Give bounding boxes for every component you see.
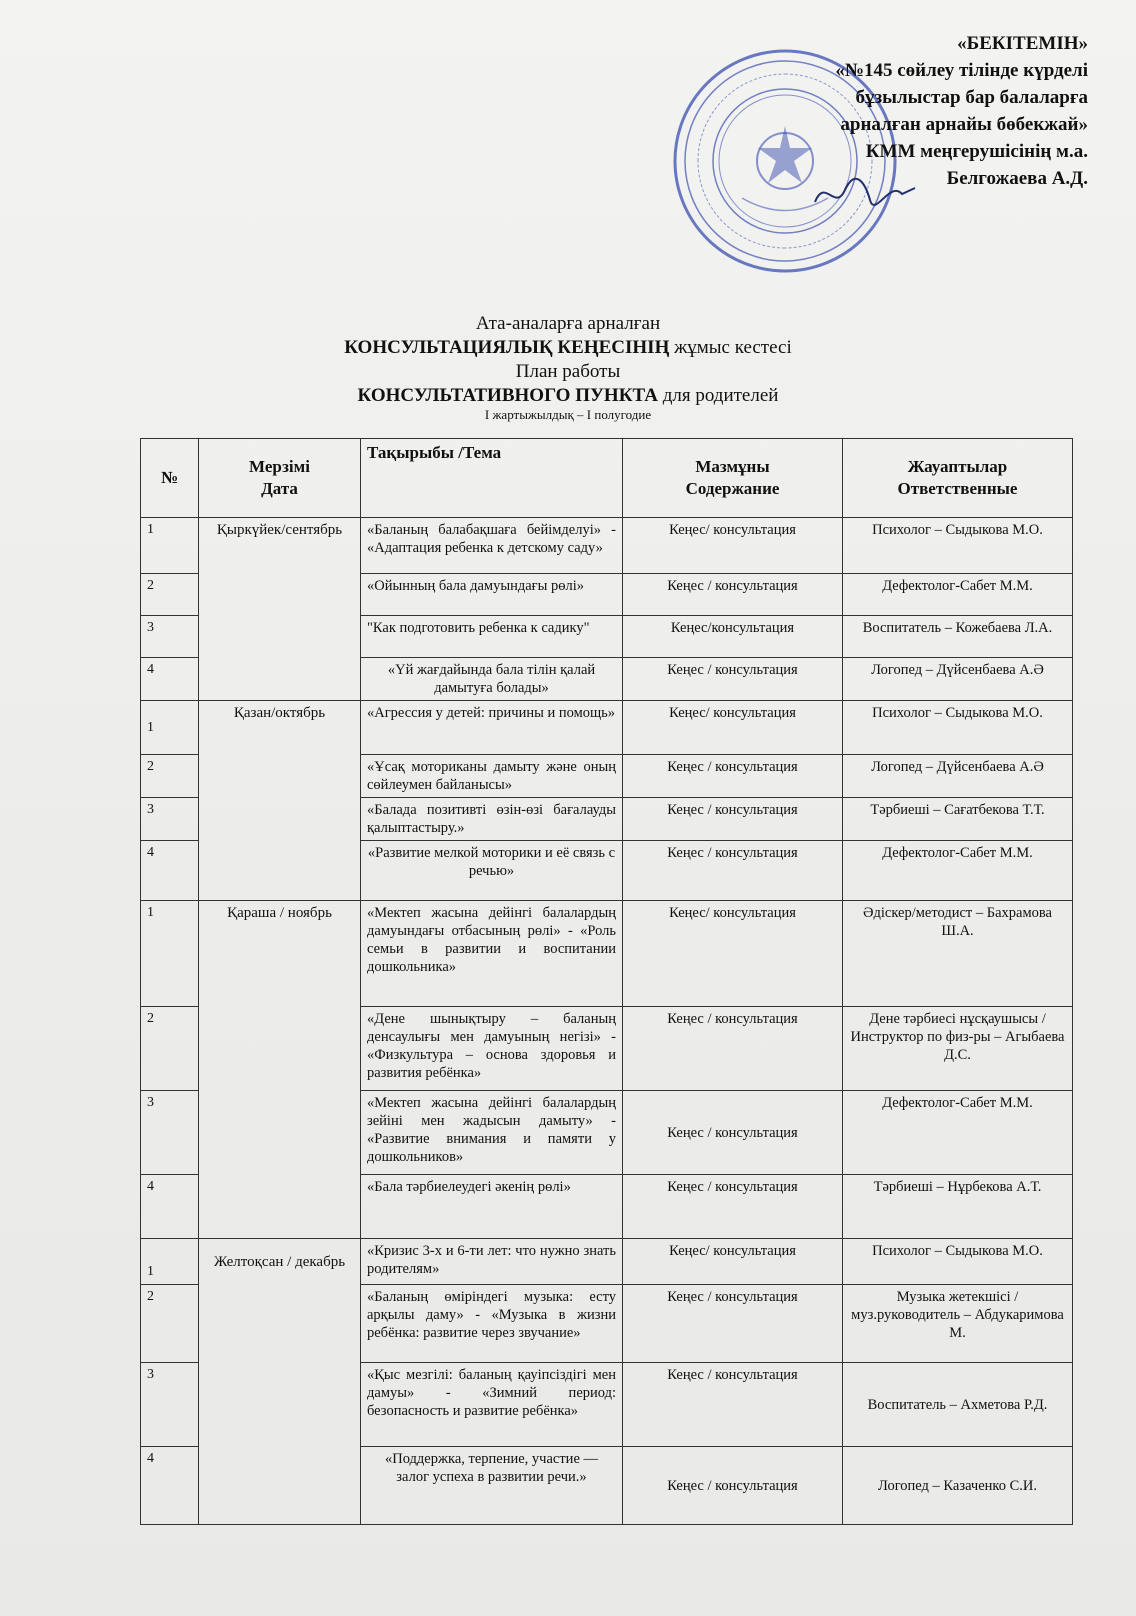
approval-line: «№145 сөйлеу тілінде күрделі (835, 60, 1088, 81)
heading-kz-line1: Ата-аналарға арналған (475, 313, 661, 334)
row-responsible: Логопед – Дүйсенбаева А.Ә (843, 755, 1073, 798)
row-num: 1 (141, 901, 199, 1007)
heading-ru-bold: КОНСУЛЬТАТИВНОГО ПУНКТА (357, 385, 658, 406)
row-content: Кеңес / консультация (623, 574, 843, 616)
period-cell: Қыркүйек/сентябрь (199, 518, 361, 701)
header-resp-kz: Жауаптылар (907, 457, 1008, 476)
row-num: 4 (141, 841, 199, 901)
row-topic: «Баланың өміріндегі музыка: есту арқылы даму» - «Музыка в жизни ребёнка: развитие через звучание» (361, 1285, 623, 1363)
row-num: 2 (141, 574, 199, 616)
row-topic: «Ойынның бала дамуындағы рөлі» (361, 574, 623, 616)
heading-kz-line2 (0, 336, 1136, 360)
row-topic: «Кризис 3-х и 6-ти лет: что нужно знать родителям» (361, 1239, 623, 1285)
row-responsible: Воспитатель – Кожебаева Л.А. (843, 616, 1073, 658)
row-responsible: Тәрбиеші – Сағатбекова Т.Т. (843, 798, 1073, 841)
header-resp-ru: Ответственные (897, 479, 1018, 498)
row-topic: «Балада позитивті өзін-өзі бағалауды қалыптастыру.» (361, 798, 623, 841)
table-header-row (141, 439, 1073, 518)
row-topic: «Бала тәрбиелеудегі әкенің рөлі» (361, 1175, 623, 1239)
row-num: 1 (141, 518, 199, 574)
table-row (141, 518, 1073, 574)
row-num: 3 (141, 798, 199, 841)
row-responsible: Логопед – Казаченко С.И. (843, 1447, 1073, 1525)
row-content: Кеңес / консультация (623, 841, 843, 901)
row-content: Кеңес / консультация (623, 798, 843, 841)
period-cell: Желтоқсан / декабрь (199, 1239, 361, 1525)
row-topic: «Мектеп жасына дейінгі балалардың дамуындағы отбасының рөлі» - «Роль семьи в развитии и воспитании дошкольника» (361, 901, 623, 1007)
row-num: 4 (141, 1447, 199, 1525)
row-responsible: Психолог – Сыдыкова М.О. (843, 518, 1073, 574)
heading-kz-bold: КОНСУЛЬТАЦИЯЛЫҚ КЕҢЕСІНІҢ (344, 337, 670, 358)
row-responsible: Музыка жетекшісі / муз.руководитель – Абдукаримова М. (843, 1285, 1073, 1363)
header-responsible (843, 439, 1073, 518)
row-responsible: Дефектолог-Сабет М.М. (843, 841, 1073, 901)
document-heading (0, 312, 1136, 422)
row-content: Кеңес / консультация (623, 1447, 843, 1525)
row-topic: "Как подготовить ребенка к садику" (361, 616, 623, 658)
row-num: 2 (141, 1285, 199, 1363)
row-responsible: Дефектолог-Сабет М.М. (843, 1091, 1073, 1175)
row-content: Кеңес/консультация (623, 616, 843, 658)
row-content: Кеңес / консультация (623, 1007, 843, 1091)
header-date-ru: Дата (261, 479, 298, 498)
row-num: 2 (141, 1007, 199, 1091)
heading-kz-rest: жұмыс кестесі (674, 337, 792, 358)
row-content: Кеңес/ консультация (623, 1239, 843, 1285)
header-content-kz: Мазмұны (695, 457, 770, 476)
period-cell: Қазан/октябрь (199, 701, 361, 901)
row-num: 1 (141, 1239, 199, 1285)
row-content: Кеңес / консультация (623, 1091, 843, 1175)
row-content: Кеңес / консультация (623, 658, 843, 701)
row-num: 3 (141, 1091, 199, 1175)
row-responsible: Дене тәрбиесі нұсқаушысы / Инструктор по физ-ры – Агыбаева Д.С. (843, 1007, 1073, 1091)
row-responsible: Дефектолог-Сабет М.М. (843, 574, 1073, 616)
header-topic: Тақырыбы /Тема (361, 439, 623, 518)
row-responsible: Әдіскер/методист – Бахрамова Ш.А. (843, 901, 1073, 1007)
row-num: 3 (141, 616, 199, 658)
approval-block (718, 30, 1088, 192)
row-content: Кеңес / консультация (623, 755, 843, 798)
row-content: Кеңес/ консультация (623, 518, 843, 574)
row-responsible: Психолог – Сыдыкова М.О. (843, 1239, 1073, 1285)
row-num: 2 (141, 755, 199, 798)
row-num: 4 (141, 1175, 199, 1239)
row-topic: «Баланың балабақшаға бейімделуі» - «Адаптация ребенка к детскому саду» (361, 518, 623, 574)
heading-ru-rest: для родителей (662, 385, 779, 406)
row-content: Кеңес/ консультация (623, 701, 843, 755)
row-responsible: Психолог – Сыдыкова М.О. (843, 701, 1073, 755)
row-topic: «Ұсақ моториканы дамыту және оның сөйлеумен байланысы» (361, 755, 623, 798)
semester-label: І жартыжылдық – І полугодие (484, 407, 652, 422)
approval-line: бұзылыстар бар балаларға (855, 87, 1088, 108)
heading-ru-line2 (0, 384, 1136, 408)
header-num: № (141, 439, 199, 518)
row-topic: «Развитие мелкой моторики и её связь с речью» (361, 841, 623, 901)
row-num: 4 (141, 658, 199, 701)
table-row (141, 901, 1073, 1007)
table-row (141, 701, 1073, 755)
row-num: 3 (141, 1363, 199, 1447)
approval-line: КММ меңгерушісінің м.а. (865, 141, 1088, 162)
row-content: Кеңес/ консультация (623, 901, 843, 1007)
header-content-ru: Содержание (685, 479, 780, 498)
approval-line: арналған арнайы бөбекжай» (840, 114, 1088, 135)
row-topic: «Агрессия у детей: причины и помощь» (361, 701, 623, 755)
header-date-kz: Мерзімі (249, 457, 310, 476)
approval-signatory: Белгожаева А.Д. (946, 168, 1088, 189)
header-date (199, 439, 361, 518)
row-topic: «Үй жағдайында бала тілін қалай дамытуға болады» (361, 658, 623, 701)
row-content: Кеңес / консультация (623, 1175, 843, 1239)
row-responsible: Воспитатель – Ахметова Р.Д. (843, 1363, 1073, 1447)
approval-title: «БЕКІТЕМІН» (957, 33, 1088, 54)
row-responsible: Логопед – Дүйсенбаева А.Ә (843, 658, 1073, 701)
header-content (623, 439, 843, 518)
row-topic: «Мектеп жасына дейінгі балалардың зейіні мен жадысын дамыту» - «Развитие внимания и памяти у дошкольников» (361, 1091, 623, 1175)
row-topic: «Дене шынықтыру – баланың денсаулығы мен дамуының негізі» - «Физкультура – основа здоровья и развития ребёнка» (361, 1007, 623, 1091)
consultation-plan-table (140, 438, 1073, 1525)
period-cell: Қараша / ноябрь (199, 901, 361, 1239)
table-row (141, 1239, 1073, 1285)
row-responsible: Тәрбиеші – Нұрбекова А.Т. (843, 1175, 1073, 1239)
row-content: Кеңес / консультация (623, 1363, 843, 1447)
heading-ru-line1: План работы (515, 361, 621, 382)
row-topic: «Қыс мезгілі: баланың қауіпсіздігі мен дамуы» - «Зимний период: безопасность и развитие ребёнка» (361, 1363, 623, 1447)
row-num: 1 (141, 701, 199, 755)
row-topic: «Поддержка, терпение, участие — залог успеха в развитии речи.» (361, 1447, 623, 1525)
row-content: Кеңес / консультация (623, 1285, 843, 1363)
